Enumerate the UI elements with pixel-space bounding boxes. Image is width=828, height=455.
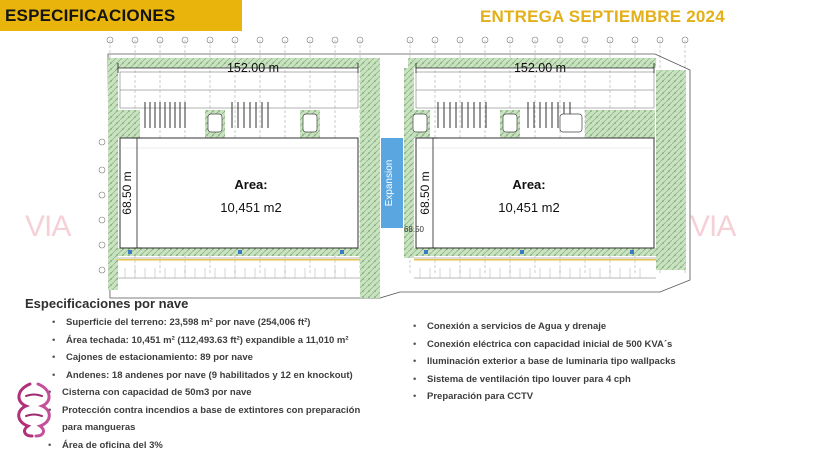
brand-logo-icon [12,380,58,440]
specs-left-list [62,314,361,454]
spec-item: • Área techada: 10,451 m² (112,493.63 ft²) expandible a 11,010 m² [66,332,360,350]
section-title: ESPECIFICACIONES [5,6,176,25]
left-depth-dimension: 68.50 m [120,171,134,215]
spec-item: • Conexión eléctrica con capacidad inicial de 500 KVA´s [427,336,676,354]
site-plan [0,30,828,305]
spec-item: • Área de oficina del 3% [62,437,360,455]
spec-item: • Sistema de ventilación tipo louver para 4 cph [427,371,676,389]
watermark: VIA [690,210,736,243]
right-area-value: 10,451 m2 [498,200,560,215]
spec-item: • Andenes: 18 andenes por nave (9 habilitados y 12 en knockout) [66,367,360,385]
spec-item: para mangueras [62,422,136,433]
left-area-label: Area: [234,177,268,192]
right-width-dimension: 152.00 m [513,61,567,75]
spec-item: • Conexión a servicios de Agua y drenaje [427,318,676,336]
right-depth-dimension: 68.50 m [418,171,432,215]
right-area-label: Area: [512,177,546,192]
expansion-depth-label: 68.50 [403,225,425,234]
watermark: VIA [25,210,71,243]
spec-item: • Preparación para CCTV [427,388,676,406]
section-badge [0,0,242,31]
left-area-value: 10,451 m2 [220,200,282,215]
expansion-label: Expansion [384,159,395,207]
delivery-date-title: ENTREGA SEPTIEMBRE 2024 [480,7,725,26]
spec-item: • Cajones de estacionamiento: 89 por nave [66,349,360,367]
spec-item: • Protección contra incendios a base de extintores con preparación [62,402,360,420]
specs-title: Especificaciones por nave [25,296,189,311]
spec-item: • Iluminación exterior a base de luminaria tipo wallpacks [427,353,676,371]
left-width-dimension: 152.00 m [226,61,280,75]
specs-right-list [427,318,676,406]
spec-item: • Superficie del terreno: 23,598 m² por nave (254,006 ft²) [66,314,360,332]
spec-item: • Cisterna con capacidad de 50m3 por nave [62,384,360,402]
